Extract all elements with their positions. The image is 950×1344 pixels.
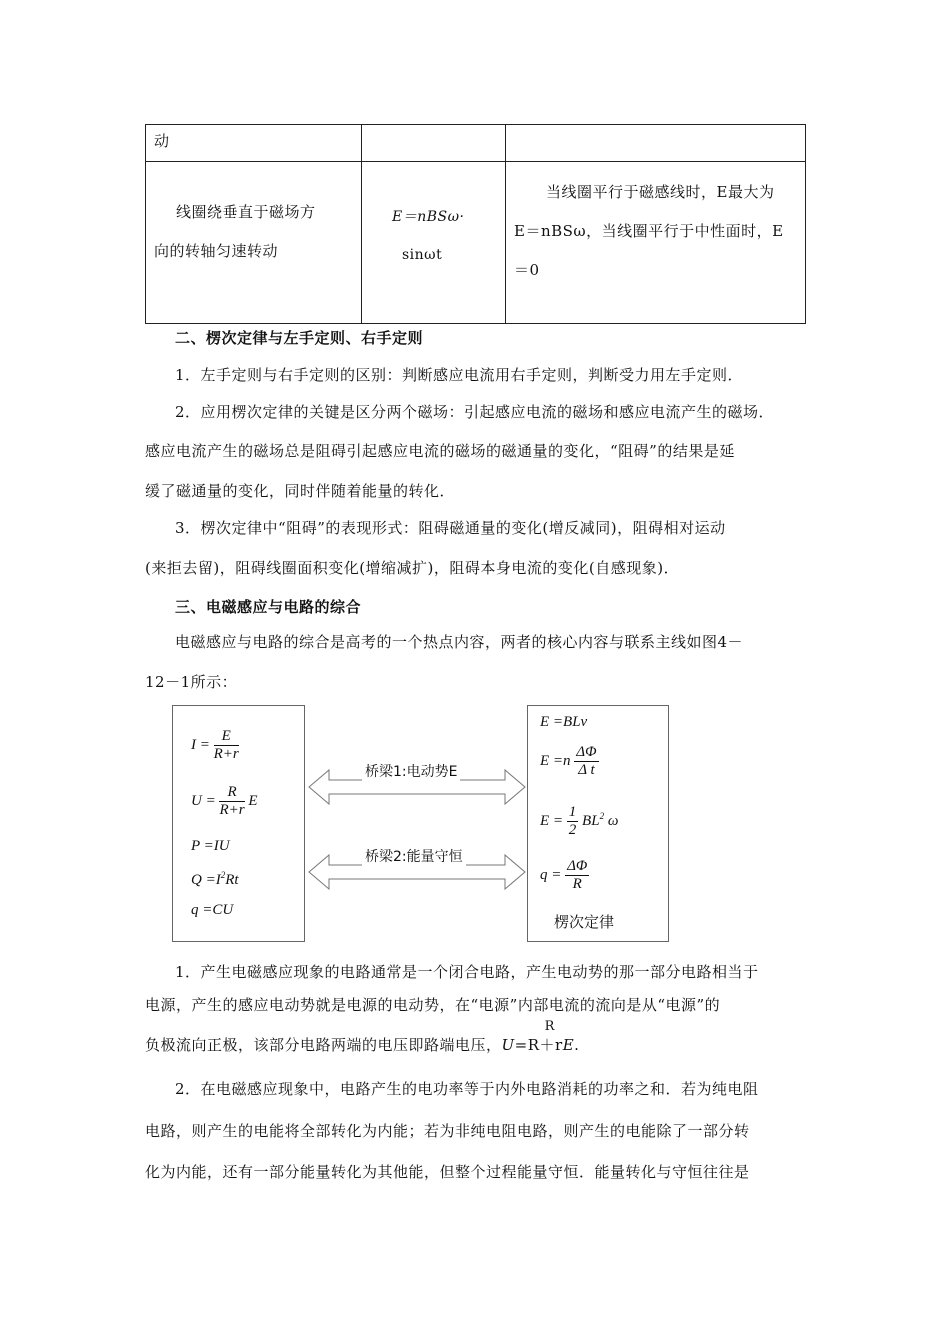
formula-charge: q =CU xyxy=(191,902,234,918)
paragraph-line: 1．左手定则与右手定则的区别：判断感应电流用右手定则，判断受力用左手定则． xyxy=(175,366,744,384)
bridge-label-energy: 桥梁2:能量守恒 xyxy=(362,846,466,866)
paragraph-line: 2．在电磁感应现象中，电路产生的电功率等于内外电路消耗的功率之和．若为纯电阻 xyxy=(175,1080,759,1098)
table-cell xyxy=(362,125,506,162)
induction-formulas-box xyxy=(527,705,669,942)
circuit-formulas-box xyxy=(172,705,305,942)
comparison-table xyxy=(145,124,806,324)
formula-power: P =IU xyxy=(191,838,230,854)
table-cell xyxy=(506,162,806,324)
table-cell-text: 线圈绕垂直于磁场方 xyxy=(176,203,316,221)
paragraph-line: 缓了磁通量的变化，同时伴随着能量的转化． xyxy=(145,482,456,500)
table-cell xyxy=(146,125,362,162)
table-cell xyxy=(146,162,362,324)
formula-charge-flux: q = $\frac{\Delta\Phi}{R}$ xyxy=(540,858,588,892)
table-cell-text: 动 xyxy=(154,132,170,150)
formula-faraday: E =n $\frac{\Delta\Phi}{\text{Δ t}}$ xyxy=(540,744,597,778)
paragraph-line: 2．应用楞次定律的关键是区分两个磁场：引起感应电流的磁场和感应电流产生的磁场． xyxy=(175,403,775,421)
formula-superscript: R xyxy=(544,1019,555,1034)
table-cell-text: E＝nBSω，当线圈平行于中性面时，E xyxy=(514,222,784,240)
table-cell-text: 向的转轴匀速转动 xyxy=(154,242,279,260)
paragraph-line: 感应电流产生的磁场总是阻碍引起感应电流的磁场的磁通量的变化，“阻碍”的结果是延 xyxy=(145,442,735,460)
paragraph-line: 负极流向正极，该部分电路两端的电压即路端电压，U R =R＋rE. xyxy=(145,1019,580,1054)
section-heading: 二、楞次定律与左手定则、右手定则 xyxy=(175,329,424,347)
formula-text: E＝nBSω· xyxy=(392,209,465,225)
formula-motional-emf: E =BLv xyxy=(540,714,588,730)
paragraph-line: 电路，则产生的电能将全部转化为内能；若为非纯电阻电路，则产生的电能除了一部分转 xyxy=(145,1122,750,1140)
formula-current: I = $\frac{E}{R+r}$ xyxy=(191,728,239,762)
paragraph-line: 电磁感应与电路的综合是高考的一个热点内容，两者的核心内容与联系主线如图4－ xyxy=(175,633,744,651)
table-cell-text: ＝0 xyxy=(514,261,540,279)
table-cell xyxy=(362,162,506,324)
paragraph-line: 3．楞次定律中“阻碍”的表现形式：阻碍磁通量的变化(增反减同)，阻碍相对运动 xyxy=(175,519,726,537)
formula-heat: $Q =I^2Rt$ xyxy=(191,870,239,888)
formula-voltage: U = $\frac{R}{R+r}$ E xyxy=(191,784,258,818)
table-cell-text: 当线圈平行于磁感线时，E最大为 xyxy=(546,183,775,201)
paragraph-line: 电源，产生的感应电动势就是电源的电动势，在“电源”内部电流的流向是从“电源”的 xyxy=(145,996,721,1014)
formula-rotating-rod: E = $\frac{1}{2}$ $BL^2$ ω xyxy=(540,804,619,838)
lenz-law-label: 楞次定律 xyxy=(554,913,615,931)
bridge-label-emf: 桥梁1:电动势E xyxy=(362,761,460,781)
paragraph-line: 化为内能，还有一部分能量转化为其他能，但整个过程能量守恒．能量转化与守恒往往是 xyxy=(145,1163,750,1181)
section-heading: 三、电磁感应与电路的综合 xyxy=(175,598,362,616)
paragraph-line: (来拒去留)，阻碍线圈面积变化(增缩减扩)，阻碍本身电流的变化(自感现象)． xyxy=(145,559,680,577)
formula-text: sinωt xyxy=(402,247,443,263)
paragraph-line: 1．产生电磁感应现象的电路通常是一个闭合电路，产生电动势的那一部分电路相当于 xyxy=(175,963,759,981)
figure-4-12-1 xyxy=(172,705,672,945)
paragraph-line: 12－1所示： xyxy=(145,673,238,691)
table-cell xyxy=(506,125,806,162)
